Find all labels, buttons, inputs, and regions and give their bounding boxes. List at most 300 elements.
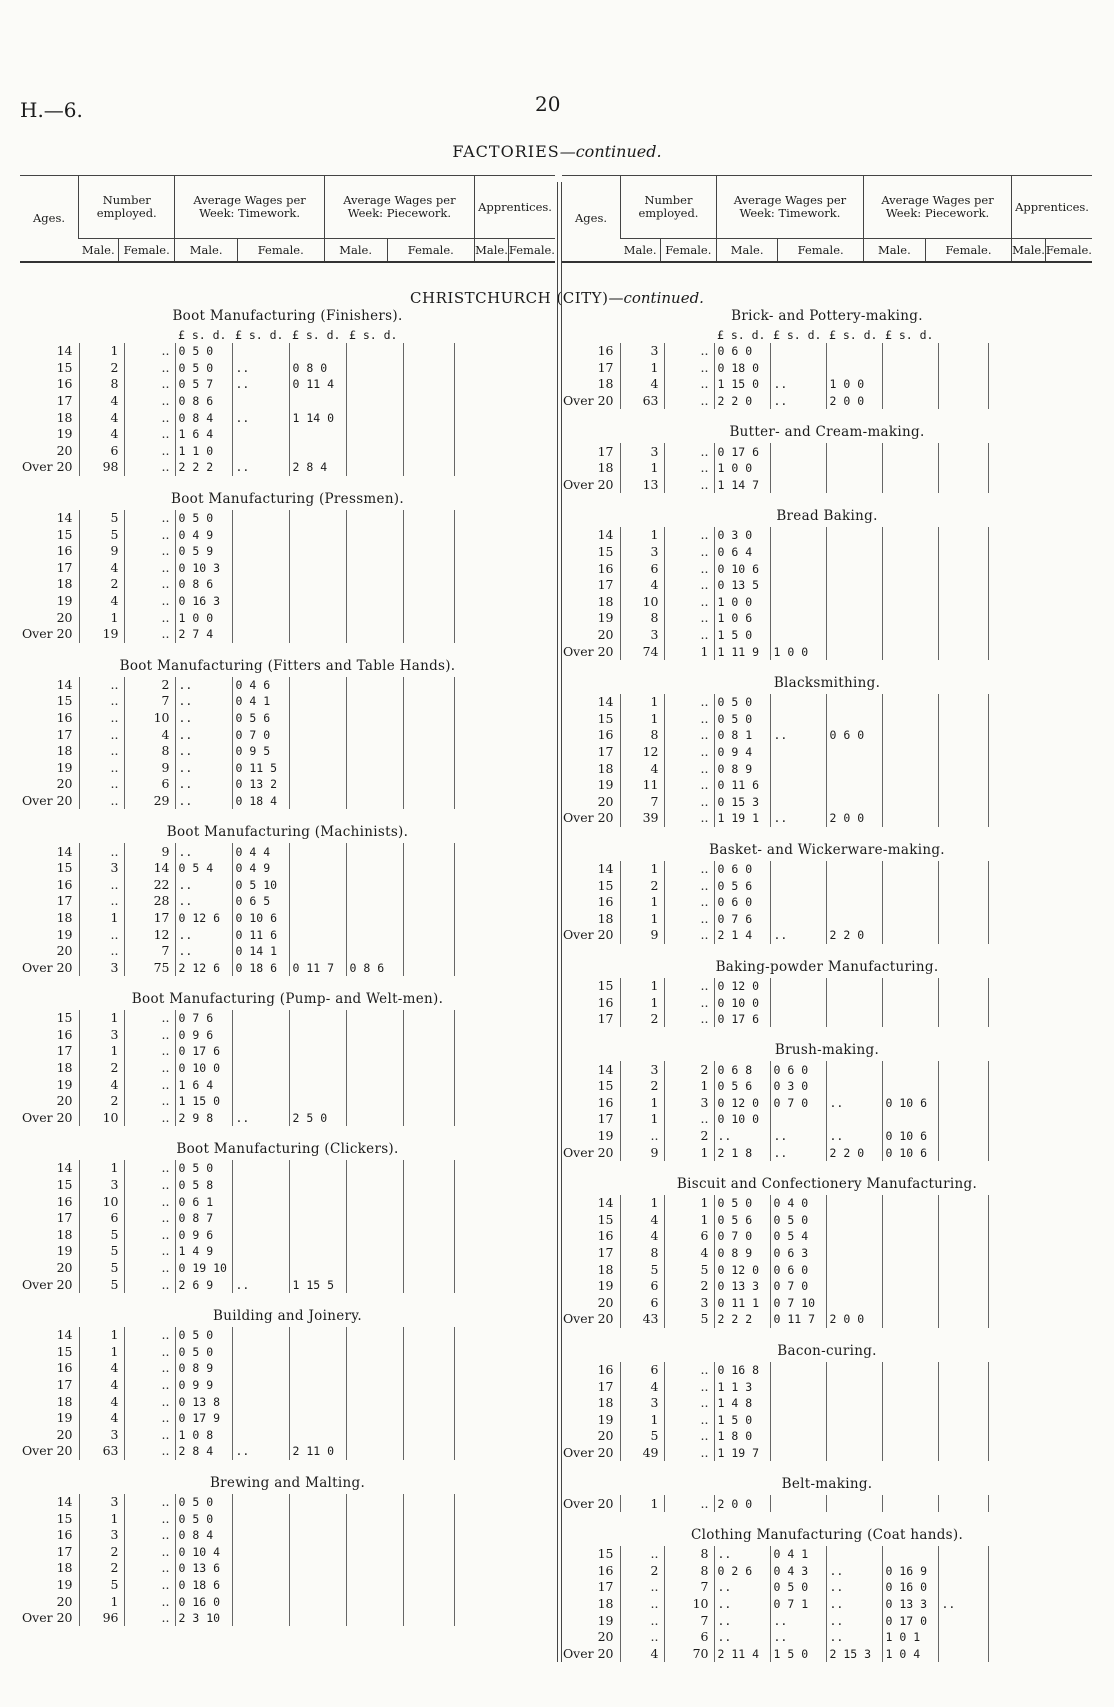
table-row [20,1160,505,1177]
value-cell: 8 [664,1562,714,1579]
table-row [20,1527,505,1544]
value-cell [232,1027,289,1044]
age-cell: 14 [597,1061,614,1077]
value-cell [938,1295,988,1312]
value-cell [882,1061,938,1078]
value-cell [289,576,346,593]
value-cell [232,1593,289,1610]
value-cell [403,776,454,793]
age-cell: 20 [56,1593,73,1609]
value-cell: 4 [79,1076,124,1093]
value-cell: 1 [620,460,664,477]
value-cell: .. [664,1111,714,1128]
value-cell [289,1043,346,1060]
age-cell: 17 [56,393,73,409]
value-cell [826,527,882,544]
value-cell [403,1010,454,1027]
table-row [562,477,1038,494]
age-cell: Over 20 [21,792,73,808]
value-cell [882,727,938,744]
value-cell [770,477,826,494]
value-cell [289,510,346,527]
value-cell: 0 11 7 [770,1311,826,1328]
value-cell [454,726,505,743]
value-cell: .. [232,459,289,476]
value-cell [232,543,289,560]
value-cell: .. [664,927,714,944]
table-row [562,1495,1038,1512]
value-cell [938,927,988,944]
value-cell [454,609,505,626]
value-cell [938,477,988,494]
value-cell [826,694,882,711]
value-cell [938,1645,988,1662]
section-title: Boot Manufacturing (Finishers). [172,308,403,324]
value-cell [938,1629,988,1646]
table-row [20,459,505,476]
value-cell: 1 [79,910,124,927]
value-cell: 1 4 9 [175,1243,232,1260]
value-cell: 0 5 0 [770,1579,826,1596]
age-cell: 18 [597,1261,614,1277]
value-cell: 0 5 0 [175,510,232,527]
value-cell: 1 [620,1412,664,1429]
age-cell: 17 [56,1043,73,1059]
value-cell [826,894,882,911]
value-cell [346,510,403,527]
value-cell: 2 1 4 [714,927,770,944]
age-cell: 18 [597,376,614,392]
age-cell: 19 [56,1410,73,1426]
age-cell: 14 [597,694,614,710]
value-cell: 0 16 9 [882,1562,938,1579]
value-cell [882,360,938,377]
value-cell [232,526,289,543]
value-cell [938,760,988,777]
value-cell [988,1111,1038,1128]
value-cell: 0 14 1 [232,943,289,960]
value-cell [232,1577,289,1594]
value-cell [454,409,505,426]
age-cell: 15 [56,1177,73,1193]
table-row [562,1629,1038,1646]
value-cell: .. [620,1629,664,1646]
value-cell: .. [664,777,714,794]
section-title: Biscuit and Confectionery Manufacturing. [676,1175,978,1192]
table-row [20,710,505,727]
value-cell [938,1311,988,1328]
value-cell [403,626,454,643]
age-cell: 16 [56,876,73,892]
unit-label: £ s. d. [178,328,227,342]
value-cell [403,1327,454,1344]
value-cell: 1 8 0 [714,1428,770,1445]
value-cell: 0 4 9 [175,526,232,543]
value-cell: 1 [664,1212,714,1229]
value-cell: 0 5 6 [232,710,289,727]
value-cell: 4 [620,760,664,777]
value-cell [403,1210,454,1227]
value-cell [882,1228,938,1245]
value-cell: 1 1 3 [714,1378,770,1395]
page-title: FACTORIES—continued. [452,142,662,161]
value-cell [346,1010,403,1027]
value-cell: .. [124,1610,175,1627]
table-row [20,1043,505,1060]
value-cell: 5 [79,1577,124,1594]
section-table [20,843,505,976]
table-row [20,360,505,377]
table-row [562,1144,1038,1161]
value-cell: 1 [620,1095,664,1112]
value-cell: 8 [124,743,175,760]
value-cell: .. [124,376,175,393]
value-cell: 7 [124,943,175,960]
value-cell [454,910,505,927]
value-cell: 7 [124,693,175,710]
value-cell: 2 [620,877,664,894]
table-row [562,627,1038,644]
value-cell [346,1227,403,1244]
value-cell: .. [664,1445,714,1462]
value-cell: .. [124,443,175,460]
value-cell: 2 [664,1278,714,1295]
value-cell: 7 [664,1579,714,1596]
table-row [20,376,505,393]
value-cell: 1 6 4 [175,1076,232,1093]
value-cell [346,726,403,743]
value-cell: .. [664,343,714,360]
table-row [562,1228,1038,1245]
value-cell: 0 8 9 [175,1360,232,1377]
value-cell [988,861,1038,878]
table-row [562,1095,1038,1112]
value-cell [938,343,988,360]
value-cell [289,1560,346,1577]
unit-label: £ s. d. [885,328,934,342]
value-cell [938,877,988,894]
value-cell [346,1593,403,1610]
value-cell: 1 [620,894,664,911]
table-row [20,1260,505,1277]
value-cell: 2 2 2 [714,1311,770,1328]
value-cell [403,943,454,960]
value-cell: .. [232,1110,289,1127]
value-cell: 1 0 6 [714,610,770,627]
value-cell: 1 5 0 [714,1412,770,1429]
left-column [20,305,555,1638]
value-cell: 3 [79,860,124,877]
section-table [562,978,1038,1028]
age-cell: 19 [597,610,614,626]
value-cell: .. [770,1629,826,1646]
value-cell [826,1445,882,1462]
value-cell [938,777,988,794]
age-cell: 19 [597,1278,614,1294]
section-table [20,327,505,476]
table-row [20,343,505,360]
value-cell [882,393,938,410]
value-cell [938,1362,988,1379]
value-cell [770,760,826,777]
value-cell: .. [124,1043,175,1060]
value-cell [938,711,988,728]
age-cell: 15 [56,1343,73,1359]
value-cell: .. [714,1629,770,1646]
value-cell: 6 [620,560,664,577]
value-cell: 2 6 9 [175,1276,232,1293]
value-cell [454,1360,505,1377]
value-cell [882,627,938,644]
value-cell [346,1060,403,1077]
value-cell: 0 4 1 [770,1546,826,1563]
value-cell [454,1093,505,1110]
value-cell: .. [232,1276,289,1293]
table-row [562,1111,1038,1128]
value-cell: .. [620,1596,664,1613]
value-cell: .. [232,360,289,377]
value-cell [938,560,988,577]
value-cell: 2 [79,1060,124,1077]
table-row [562,1562,1038,1579]
value-cell: 0 10 6 [882,1128,938,1145]
value-cell [770,460,826,477]
value-cell [232,1560,289,1577]
value-cell: .. [124,576,175,593]
value-cell [232,1327,289,1344]
value-cell [882,711,938,728]
value-cell [346,776,403,793]
value-cell [289,860,346,877]
value-cell: .. [79,793,124,810]
value-cell [938,1412,988,1429]
value-cell [454,793,505,810]
section-title: Blacksmithing. [773,674,881,691]
value-cell [826,861,882,878]
value-cell [770,560,826,577]
age-cell: 16 [597,994,614,1010]
value-cell [454,526,505,543]
value-cell [289,443,346,460]
value-cell: 0 11 4 [289,376,346,393]
value-cell: 3 [620,627,664,644]
value-cell: 5 [79,1276,124,1293]
table-row [20,1110,505,1127]
section-table [562,1061,1038,1161]
value-cell [988,443,1038,460]
section-title: Brick- and Pottery-making. [731,308,923,324]
table-row [562,376,1038,393]
age-cell: 15 [597,1546,614,1562]
value-cell: 0 3 0 [714,527,770,544]
value-cell [289,426,346,443]
value-cell: 0 10 3 [175,560,232,577]
value-cell: 1 [664,1078,714,1095]
value-cell: 1 [620,1495,664,1512]
value-cell [988,711,1038,728]
value-cell: 96 [79,1610,124,1627]
value-cell: 6 [79,1210,124,1227]
value-cell [289,876,346,893]
value-cell: 22 [124,876,175,893]
age-cell: 14 [56,1160,73,1176]
value-cell [988,527,1038,544]
value-cell: 2 0 0 [826,1311,882,1328]
value-cell [232,1177,289,1194]
age-cell: Over 20 [21,959,73,975]
value-cell: 12 [620,744,664,761]
value-cell [289,677,346,694]
value-cell [938,1261,988,1278]
value-cell: 1 0 1 [882,1629,938,1646]
age-cell: 17 [597,1245,614,1261]
age-cell: Over 20 [562,810,614,826]
value-cell [988,376,1038,393]
age-cell: 19 [56,426,73,442]
value-cell [346,893,403,910]
value-cell: .. [664,727,714,744]
section-table [562,1362,1038,1462]
value-cell [770,711,826,728]
value-cell: .. [826,1562,882,1579]
value-cell [882,560,938,577]
value-cell: 0 19 10 [175,1260,232,1277]
value-cell [882,694,938,711]
age-cell: 17 [597,443,614,459]
value-cell [826,343,882,360]
value-cell [938,744,988,761]
age-cell: 19 [56,593,73,609]
section-title: Butter- and Cream-making. [729,424,925,441]
value-cell [346,1560,403,1577]
value-cell [289,1193,346,1210]
section-title: Basket- and Wickerware-making. [709,841,945,858]
value-cell [938,527,988,544]
value-cell [938,594,988,611]
section-table [562,861,1038,944]
value-cell [454,1027,505,1044]
value-cell [346,576,403,593]
value-cell: .. [175,893,232,910]
value-cell: 5 [620,1261,664,1278]
value-cell: .. [124,543,175,560]
value-cell: 1 [664,643,714,660]
value-cell [454,893,505,910]
section-title: Bacon-curing. [777,1342,877,1359]
value-cell: 2 [620,1562,664,1579]
age-cell: 20 [597,627,614,643]
value-cell: .. [664,894,714,911]
value-cell [938,1546,988,1563]
value-cell [938,694,988,711]
value-cell: 2 [79,576,124,593]
age-cell: 14 [597,527,614,543]
table-row [562,877,1038,894]
value-cell: .. [124,343,175,360]
value-cell [882,760,938,777]
value-cell: .. [124,1577,175,1594]
value-cell [403,360,454,377]
value-cell [454,1043,505,1060]
value-cell [826,1061,882,1078]
value-cell [988,1629,1038,1646]
value-cell: 2 7 4 [175,626,232,643]
table-row [20,409,505,426]
value-cell: 1 [620,360,664,377]
value-cell [403,893,454,910]
value-cell: 0 10 6 [882,1144,938,1161]
value-cell [988,1245,1038,1262]
value-cell [988,877,1038,894]
value-cell: 70 [664,1645,714,1662]
table-row [562,1195,1038,1212]
value-cell: .. [124,426,175,443]
value-cell [232,1610,289,1627]
value-cell: 9 [620,1144,664,1161]
value-cell: 5 [79,526,124,543]
value-cell [403,576,454,593]
value-cell: 0 18 4 [232,793,289,810]
value-cell: .. [175,726,232,743]
age-cell: 17 [56,1210,73,1226]
value-cell: 0 4 6 [232,677,289,694]
value-cell [988,343,1038,360]
value-cell [403,510,454,527]
value-cell [454,1543,505,1560]
value-cell [988,1311,1038,1328]
value-cell: 0 12 0 [714,978,770,995]
value-cell [988,694,1038,711]
value-cell: 0 6 0 [770,1061,826,1078]
value-cell: 2 3 10 [175,1610,232,1627]
value-cell [346,426,403,443]
value-cell: 1 0 0 [770,643,826,660]
value-cell: 0 4 3 [770,1562,826,1579]
value-cell [403,1110,454,1127]
value-cell [826,627,882,644]
value-cell [454,626,505,643]
table-row [20,1360,505,1377]
age-cell: 16 [597,894,614,910]
value-cell [882,594,938,611]
value-cell: .. [124,1527,175,1544]
value-cell: 0 5 4 [175,860,232,877]
value-cell: 1 14 0 [289,409,346,426]
value-cell [826,544,882,561]
value-cell: .. [124,1443,175,1460]
value-cell: 2 [79,1543,124,1560]
table-row [562,810,1038,827]
value-cell: 4 [664,1245,714,1262]
value-cell [454,1177,505,1194]
value-cell: 8 [664,1546,714,1563]
value-cell: 0 8 6 [175,576,232,593]
value-cell [988,1128,1038,1145]
value-cell [826,610,882,627]
value-cell: 9 [124,843,175,860]
age-cell: 16 [597,1228,614,1244]
value-cell: .. [124,1243,175,1260]
value-cell [346,710,403,727]
table-row [20,1543,505,1560]
value-cell [938,1278,988,1295]
value-cell [289,626,346,643]
value-cell: .. [714,1128,770,1145]
age-cell: Over 20 [21,459,73,475]
value-cell [988,1295,1038,1312]
value-cell: 1 [79,1160,124,1177]
value-cell: 1 19 1 [714,810,770,827]
